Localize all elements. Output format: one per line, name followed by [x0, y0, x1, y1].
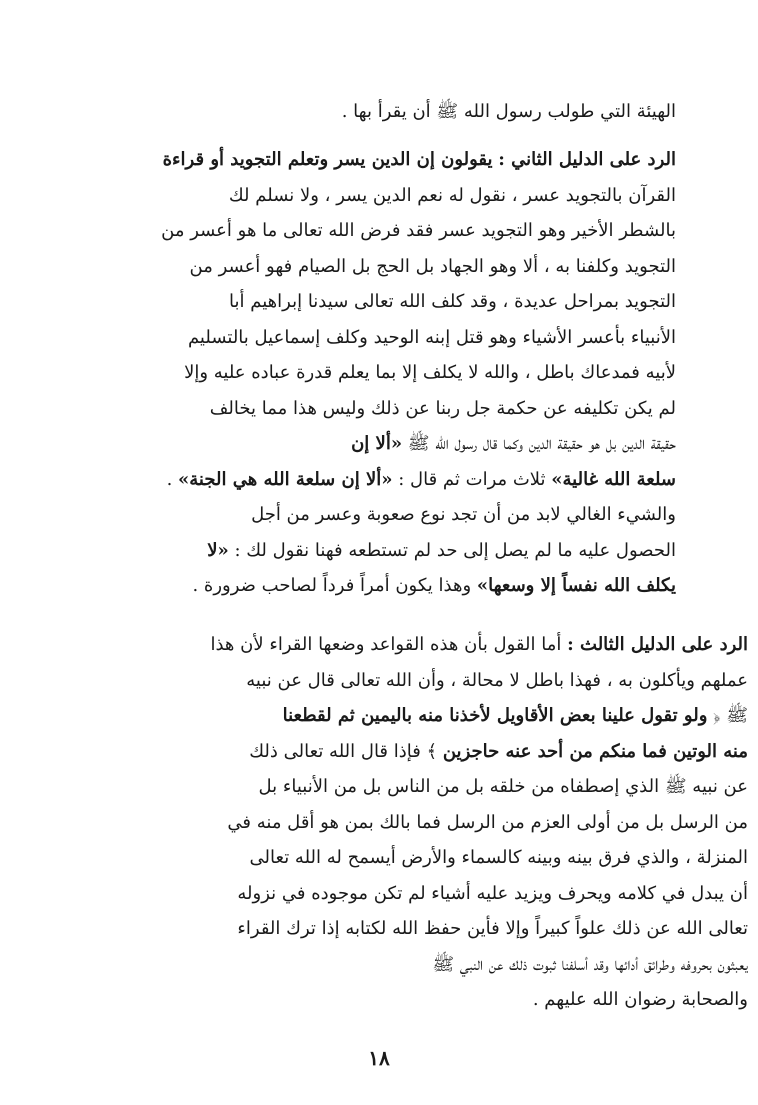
text-line [68, 982, 748, 1018]
text-fragment: ﴾ فإذا قال الله تعالى ذلك [249, 740, 443, 762]
text-fragment: التجويد وكلفنا به ، ألا وهو الجهاد بل الحج بل الصيام فهو أعسر من [189, 255, 676, 277]
text-fragment: عملهم ويأكلون به ، فهذا باطل لا محالة ، وأن الله تعالى قال عن نبيه [246, 669, 748, 691]
text-fragment: بالشطر الأخير وهو التجويد عسر فقد فرض الله تعالى ما هو أعسر من [161, 220, 676, 241]
text-line [68, 947, 748, 983]
text-fragment: تعالى الله عن ذلك علواً كبيراً وإلا فأين حفظ الله لكتابه إذا ترك القراء [237, 918, 748, 939]
text-line [76, 249, 676, 285]
bold-quote: سلعة الله غالية» [551, 468, 676, 490]
text-line [76, 355, 676, 391]
text-fragment: ﷺ ﴿ [707, 705, 748, 726]
text-line [68, 911, 748, 947]
bold-quote: يقولون إن الدين يسر وتعلم التجويد أو قراءة [162, 149, 493, 170]
text-fragment: الأنبياء بأعسر الأشياء وهو قتل إبنه الوحيد وكلف إسماعيل بالتسليم [187, 326, 676, 348]
text-fragment: المنزلة ، والذي فرق بينه وبينه كالسماء والأرض أيسمح له الله تعالى [249, 847, 748, 868]
text-line [76, 533, 676, 569]
text-fragment: حقيقة الدين بل هو حقيقة الدين وكما قال رسول الله ﷺ [402, 433, 676, 454]
section-heading: الرد على الدليل الثالث : [567, 634, 748, 655]
text-fragment: . [166, 468, 179, 490]
text-line [76, 213, 676, 249]
text-line [76, 142, 676, 178]
text-fragment: لأبيه فمدعاك باطل ، والله لا يكلف إلا بما يعلم قدرة عباده عليه وإلا [184, 362, 676, 383]
text-line [76, 426, 676, 462]
text-line [68, 840, 748, 876]
text-line [68, 663, 748, 699]
text-line [68, 805, 748, 841]
text-line [68, 627, 748, 663]
text-line [68, 698, 748, 734]
text-line [76, 391, 676, 427]
text-line [76, 497, 676, 533]
bold-quote: «لا [207, 539, 229, 561]
text-fragment: القرآن بالتجويد عسر ، نقول له نعم الدين يسر ، ولا نسلم لك [228, 184, 676, 206]
text-line: الهيئة التي طولب رسول الله ﷺ أن يقرأ بها . [341, 101, 676, 122]
text-fragment: من الرسل بل من أولى العزم من الرسل فما بالك بمن هو أقل منه في [227, 811, 748, 833]
text-line [76, 320, 676, 356]
text-fragment: والشيء الغالي لابد من أن تجد نوع صعوبة وعسر من أجل [251, 504, 676, 525]
bold-quote: منه الوتين فما منكم من أحد عنه حاجزين [442, 740, 748, 762]
text-fragment: أن يبدل في كلامه ويحرف ويزيد عليه أشياء لم تكن موجوده في نزوله [237, 882, 748, 904]
text-line [68, 769, 748, 805]
text-fragment: عن نبيه ﷺ الذي إصطفاه من خلقه بل من الناس بل من الأنبياء بل [258, 776, 748, 797]
section-heading: الرد على الدليل الثاني : [498, 149, 676, 170]
text-line [68, 734, 748, 770]
opening-line [76, 94, 676, 130]
text-fragment: وهذا يكون أمراً فرداً لصاحب ضرورة . [192, 575, 477, 596]
page-number: ١٨ [368, 1046, 390, 1070]
second-argument-paragraph [76, 142, 676, 604]
text-line [76, 462, 676, 498]
bold-quote: «ألا إن سلعة الله هي الجنة» [178, 468, 393, 490]
text-fragment: التجويد بمراحل عديدة ، وقد كلف الله تعالى سيدنا إبراهيم أبا [229, 291, 676, 312]
text-fragment: والصحابة رضوان الله عليهم . [532, 989, 748, 1010]
text-fragment: الحصول عليه ما لم يصل إلى حد لم تستطعه فهنا نقول لك : [228, 539, 676, 561]
text-line [68, 876, 748, 912]
text-line [76, 284, 676, 320]
bold-quote: «ألا إن [351, 433, 403, 454]
third-argument-paragraph [68, 627, 748, 1018]
bold-quote: ولو تقول علينا بعض الأقاويل لأخذنا منه باليمين ثم لقطعنا [282, 705, 708, 726]
bold-quote: يكلف الله نفساً إلا وسعها» [476, 575, 676, 596]
text-line [76, 568, 676, 604]
text-fragment: يعبثون بحروفه وطرائق أدائها وقد أسلفنا ثبوت ذلك عن النبي ﷺ [432, 953, 748, 975]
text-line [76, 178, 676, 214]
text-fragment: لم يكن تكليفه عن حكمة جل ربنا عن ذلك وليس هذا مما يخالف [209, 397, 676, 419]
text-fragment: أما القول بأن هذه القواعد وضعها القراء لأن هذا [210, 634, 562, 655]
text-fragment: ثلاث مرات ثم قال : [392, 468, 552, 490]
